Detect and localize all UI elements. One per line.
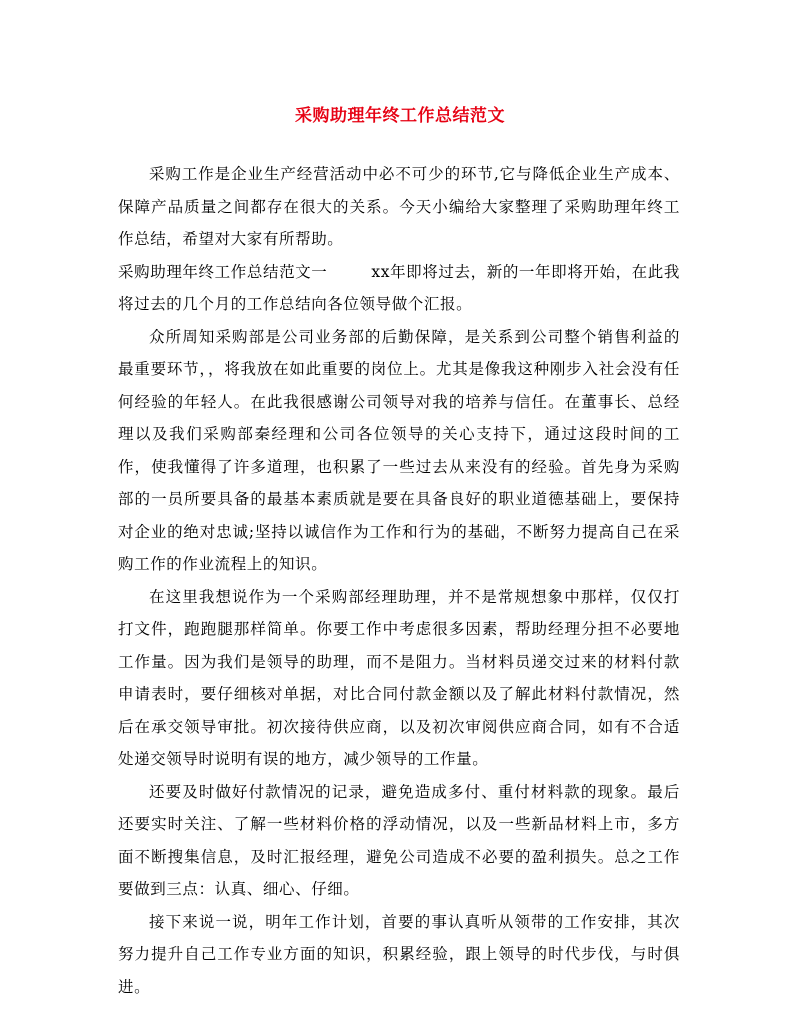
paragraph-next-year-plan: 接下来说一说，明年工作计划，首要的事认真听从领带的工作安排，其次努力提升自己工作专业方面的知识，积累经验，跟上领导的时代步伐，与时俱进。 — [118, 912, 680, 996]
paragraph-payment-records: 还要及时做好付款情况的记录，避免造成多付、重付材料款的现象。最后还要实时关注、了解一些材料价格的浮动情况，以及一些新品材料上市，多方面不断搜集信息，及时汇报经理，避免公司造成不必要的盈利损失。总之工作要做到三点：认真、细心、仔细。 — [118, 782, 680, 898]
paragraph-procurement-role: 众所周知采购部是公司业务部的后勤保障，是关系到公司整个销售利益的最重要环节，，将我放在如此重要的岗位上。尤其是像我这种刚步入社会没有任何经验的年轻人。在此我很感谢公司领导对我的培养与信任。在董事长、总经理以及我们采购部秦经理和公司各位领导的关心支持下，通过这段时间的工作，使我懂得了许多道理，也积累了一些过去从来没有的经验。首先身为采购部的一员所要具备的最基本素质就是要在具备良好的职业道德基础上，要保持对企业的绝对忠诚;坚持以诚信作为工作和行为的基础，不断努力提高自己在采购工作的作业流程上的知识。 — [118, 327, 680, 573]
section-heading: 采购助理年终工作总结范文一 — [118, 262, 328, 281]
document-title: 采购助理年终工作总结范文 — [295, 106, 505, 126]
paragraph-intro: 采购工作是企业生产经营活动中必不可少的环节,它与降低企业生产成本、保障产品质量之间都存在很大的关系。今天小编给大家整理了采购助理年终工作总结，希望对大家有所帮助。 — [118, 165, 680, 248]
document-body — [118, 158, 680, 1003]
paragraph-assistant-duties: 在这里我想说作为一个采购部经理助理，并不是常规想象中那样，仅仅打打文件，跑跑腿那样简单。你要工作中考虑很多因素，帮助经理分担不必要地工作量。因为我们是领导的助理，而不是阻力。当材料员递交过来的材料付款申请表时，要仔细核对单据，对比合同付款金额以及了解此材料付款情况，然后在承交领导审批。初次接待供应商，以及初次审阅供应商合同，如有不合适处递交领导时说明有误的地方，减少领导的工作量。 — [118, 587, 680, 768]
section-one-text: xx年即将过去，新的一年即将开始，在此我将过去的几个月的工作总结向各位领导做个汇报。 — [118, 262, 680, 313]
paragraph-section-one — [118, 256, 680, 321]
